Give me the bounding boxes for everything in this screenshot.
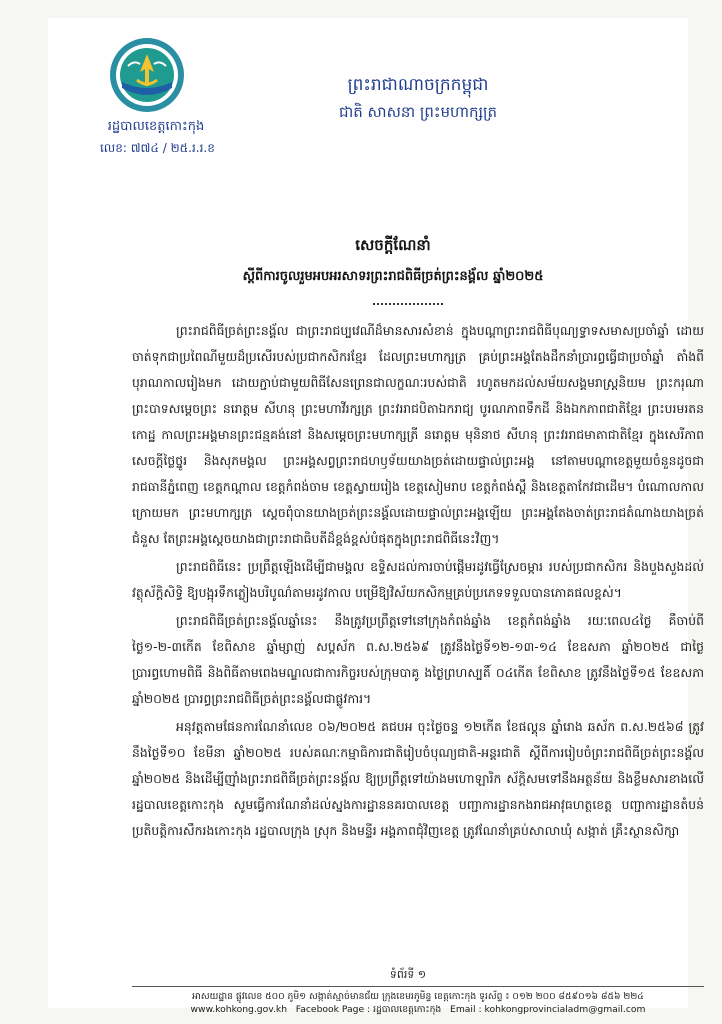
motto-kingdom: ព្រះរាជាណាចក្រកម្ពុជា	[347, 75, 489, 95]
paragraph-4: អនុវត្តតាមផែនការណែនាំលេខ ០៦/២០២៥ គជបអ ចុះថ្ងៃចន្ទ ១២កើត ខែផល្គុន ឆ្នាំរោង ឆស័ក ព.ស.២៥៦៨ ត្រូវនឹងថ្ងៃទី១០ ខែមីនា ឆ្នាំ២០២៥ របស់គណៈកម្មាធិការជាតិរៀបចំបុណ្យជាតិ-អន្តរជាតិ ស្តីពីការរៀបចំព្រះរាជពិធីច្រត់ព្រះនង្គ័ល ឆ្នាំ២០២៥ និងដើម្បីញ៉ាំងព្រះរាជពិធីច្រត់ព្រះនង្គ័ល ឱ្យប្រព្រឹត្តទៅយ៉ាងមហោឡារិក ស័ក្តិសមទៅនឹងអត្ថន័យ និងខ្លឹមសារខាងលើ រដ្ឋបាលខេត្តកោះកុង សូមធ្វើការណែនាំដល់ស្នងការដ្ឋាននគរបាលខេត្ត បញ្ជាការដ្ឋានកងរាជអាវុធហត្ថខេត្ត បញ្ជាការដ្ឋានតំបន់ប្រតិបត្តិការសឹករងកោះកុង រដ្ឋបាលក្រុង ស្រុក និងមន្ទីរ អង្គភាពជុំវិញខេត្ត ត្រូវណែនាំគ្រប់សាលាឃុំ សង្កាត់ គ្រឹះស្ថានសិក្សា	[132, 719, 704, 838]
reference-number: លេខ: ៧៧៤ / ២៥.រ.រ.ខ	[100, 141, 215, 155]
paragraph-2: ព្រះរាជពិធីនេះ ប្រព្រឹត្តឡើងដើម្បីជាមង្គល ឧទ្ទិសដល់ការចាប់ផ្តើមរដូវធ្វើស្រែចម្ការ របស់ប្រជាកសិករ និងបួងសួងដល់វត្ថុស័ក្តិសិទ្ធិ ឱ្យបង្អុរទឹកភ្លៀងបរិបូណ៌តាមរដូវកាល បម្រើឱ្យវិស័យកសិកម្មគ្រប់ប្រភេទទទួលបានភោគផលខ្ពស់។	[132, 559, 704, 600]
title-subject: ស្តីពីការចូលរួមអបអរសាទរព្រះរាជពិធីច្រត់ព្រះនង្គ័ល ឆ្នាំ២០២៥	[242, 269, 544, 284]
page-number: ទំព័រទី ១	[389, 968, 427, 981]
paragraph-3: ព្រះរាជពិធីច្រត់ព្រះនង្គ័លឆ្នាំនេះ នឹងត្រូវប្រព្រឹត្តទៅនៅក្រុងកំពង់ឆ្នាំង ខេត្តកំពង់ឆ្នាំង រយៈពេល៤ថ្ងៃ គឺចាប់ពីថ្ងៃ១-២-៣កើត ខែពិសាខ ឆ្នាំម្សាញ់ សប្តស័ក ព.ស.២៥៦៩ ត្រូវនឹងថ្ងៃទី១២-១៣-១៤ ខែឧសភា ឆ្នាំ២០២៥ ជាថ្ងៃប្រារព្ធហោមពិធី និងពិធីតាមពេងមណ្ឌលជាការកិច្ចរបស់ក្រុមបាគូ ងថ្ងៃព្រហស្បតិ៍ ០៤កើត ខែពិសាខ ត្រូវនឹងថ្ងៃទី១៥ ខែឧសភា ឆ្នាំ២០២៥ ប្រារព្ធព្រះរាជពិធីច្រត់ព្រះនង្គ័លជាផ្លូវការ។	[132, 613, 704, 706]
paragraph-1: ព្រះរាជពិធីច្រត់ព្រះនង្គ័ល ជាព្រះរាជប្បវេណីដ៏មានសារសំខាន់ ក្នុងបណ្តាព្រះរាជពិធីបុណ្យទ្វាទសមាសប្រចាំឆ្នាំ ដោយចាត់ទុកជាប្រពៃណីមួយដ៏ប្រសើរបស់ប្រជាកសិករខ្មែរ ដែលព្រះមហាក្សត្រ គ្រប់ព្រះអង្គតែងដឹកនាំប្រារព្ធធ្វើជាប្រចាំឆ្នាំ តាំងពីបុរាណកាលរៀងមក ដោយភ្ជាប់ជាមួយពិធីសែនព្រេនជាលក្ខណៈរបស់ជាតិ រហូតមកដល់សម័យសង្គមរាស្រ្តនិយម ព្រះករុណា ព្រះបាទសម្តេចព្រះ នរោត្តម សីហនុ ព្រះមហាវីរក្សត្រ ព្រះវររាជបិតាឯករាជ្យ បូរណភាពទឹកដី និងឯកភាពជាតិខ្មែរ ព្រះបរមរតនកោដ្ឋ កាលព្រះអង្គមានព្រះជន្មគង់នៅ និងសម្តេចព្រះមហាក្សត្រី នរោត្តម មុនិនាថ សីហនុ ព្រះវររាជមាតាជាតិខ្មែរ ក្នុងសេរីភាព សេចក្តីថ្លៃថ្នូរ និងសុភមង្គល ព្រះអង្គសព្វព្រះរាជហឫទ័យយាងច្រត់ដោយផ្ទាល់ព្រះអង្គ នៅតាមបណ្តាខេត្តមួយចំនួនដូចជា រាជធានីភ្នំពេញ ខេត្តកណ្តាល ខេត្តកំពង់ចាម ខេត្តស្វាយរៀង ខេត្តសៀមរាប ខេត្តកំពង់ស្ពឺ និងខេត្តតាកែវជាដើម។ បំណោលកាលក្រោយមក ព្រះមហាក្សត្រ ស្តេចពុំបានយាងច្រត់ព្រះនង្គ័លដោយផ្ទាល់ព្រះអង្គឡើយ ព្រះអង្គតែងចាត់ព្រះរាជតំណាងយាងច្រត់ជំនួស តែព្រះអង្គស្តេចយាងជាព្រះរាជាធិបតីដ៏ខ្ពង់ខ្ពស់បំផុតក្នុងព្រះរាជពិធីនេះវិញ។	[132, 323, 704, 546]
footer-address: អាសយដ្ឋាន ផ្លូវលេខ ៥០០ ភូមិ១ សង្កាត់ស្មាច់មានជ័យ ក្រុងខេមរភូមិន្ទ ខេត្តកោះកុង ទូរស័ព្ទ ៖ ០១២ ២០០ ៨៥៩០១៦ ៨៥៦ ២២៤	[192, 991, 644, 1002]
footer-website[interactable]: www.kohkong.gov.kh	[190, 1004, 288, 1015]
footer	[132, 990, 704, 1016]
footer-facebook[interactable]: Facebook Page : រដ្ឋបាលខេត្តកោះកុង	[295, 1004, 442, 1015]
document-title	[158, 236, 628, 287]
footer-divider	[132, 986, 704, 987]
footer-email[interactable]: Email : kohkongprovincialadm@gmail.com	[450, 1004, 646, 1015]
title-divider	[373, 303, 443, 305]
footer-contacts	[132, 1003, 704, 1016]
title-main: សេចក្តីណែនាំ	[355, 236, 431, 254]
document-body	[132, 318, 704, 844]
motto-nation-religion-king: ជាតិ សាសនា ព្រះមហាក្សត្រ	[338, 103, 498, 121]
national-motto	[288, 74, 548, 125]
kohkong-province-emblem-icon	[108, 36, 186, 114]
issuing-office-name: រដ្ឋបាលខេត្តកោះកុង	[107, 119, 205, 134]
document-page	[48, 18, 704, 1015]
